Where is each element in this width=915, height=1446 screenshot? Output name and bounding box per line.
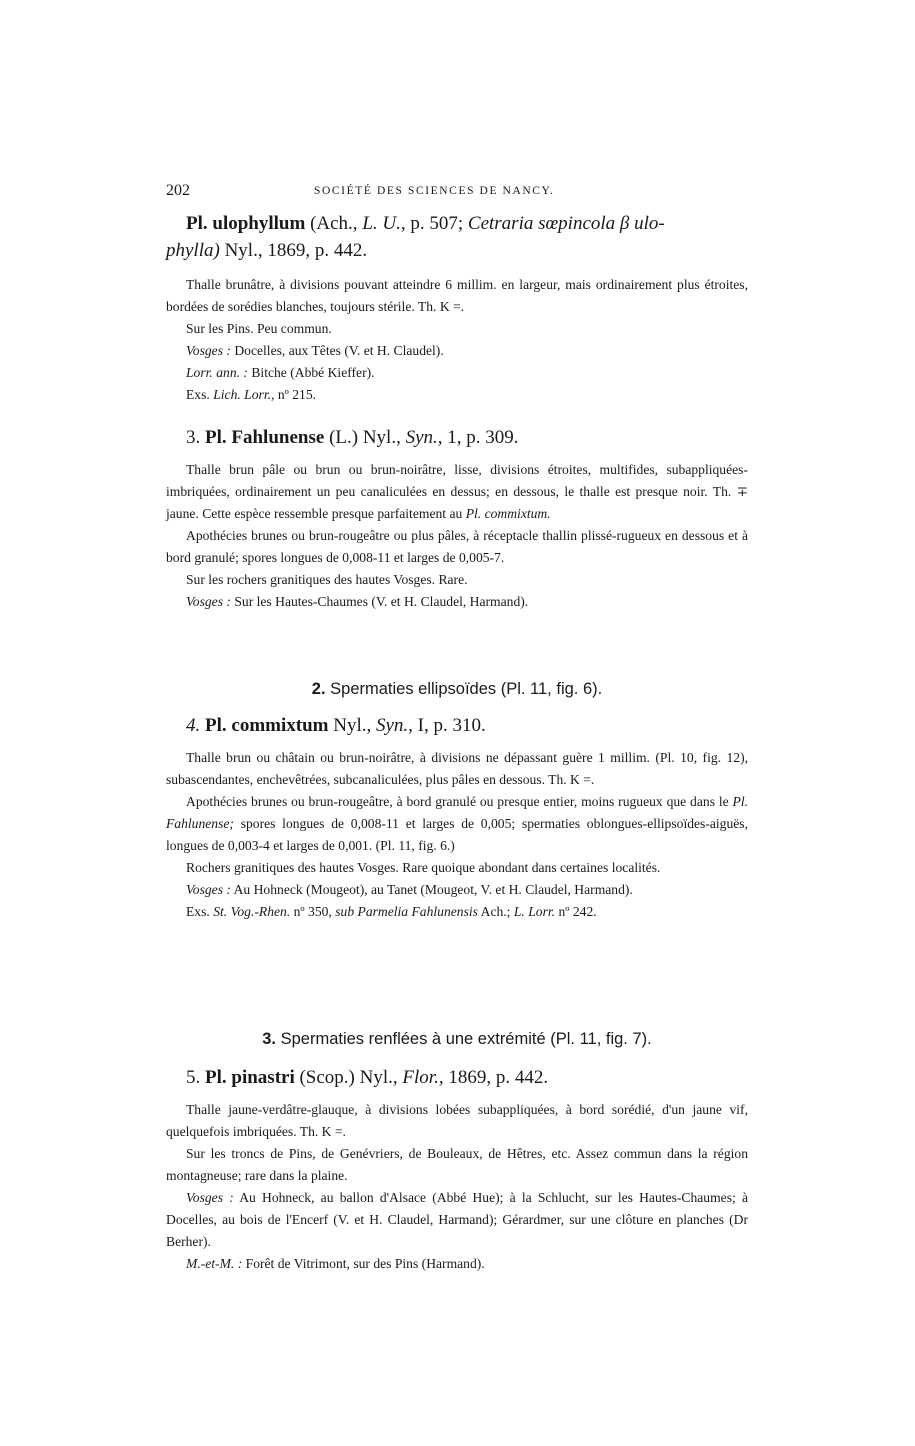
citation-page: I, p. 310.	[417, 715, 486, 736]
section-text: Spermaties ellipsoïdes (Pl. 11, fig. 6).	[330, 680, 603, 698]
citation-author: (L.) Nyl.,	[329, 427, 401, 448]
section-number: 2.	[311, 680, 326, 698]
species-ulophyllum	[166, 210, 748, 406]
description: Thalle jaune-verdâtre-glauque, à divisions lobées subappliquées, à bord sorédié, d'un jaune vif, quelquefois imbriquées. Th. K =.	[166, 1102, 748, 1139]
exs-number: nº 242.	[558, 904, 597, 919]
locality-text: Sur les Hautes-Chaumes (V. et H. Claudel, Harmand).	[234, 594, 529, 609]
exs-number: nº 215.	[277, 387, 317, 402]
species-fahlunense	[166, 424, 748, 613]
citation-page: p. 507;	[410, 213, 464, 234]
section-number: 3.	[262, 1030, 277, 1048]
locality-region: Vosges :	[186, 343, 231, 358]
description: Thalle brunâtre, à divisions pouvant atteindre 6 millim. en largeur, mais ordinairement plus étroites, bordées de sorédies blanches, toujours stérile. Th. K =.	[166, 277, 748, 314]
species-ref: Pl. commixtum.	[465, 506, 551, 521]
exs-work: St. Vog.-Rhen.	[213, 904, 291, 919]
citation-synonym: Cetraria sœpincola β ulo-	[467, 213, 665, 234]
locality	[166, 1253, 748, 1275]
locality	[166, 879, 748, 901]
running-title: SOCIÉTÉ DES SCIENCES DE NANCY.	[314, 185, 555, 197]
species-ref: Pl. Fahlunense;	[166, 794, 748, 831]
exs-prefix: Exs.	[186, 387, 210, 402]
locality-region: Lorr. ann. :	[186, 365, 248, 380]
page-number: 202	[166, 182, 190, 199]
locality-region: Vosges :	[186, 594, 231, 609]
exsiccata	[166, 901, 748, 923]
exs-work: Lich. Lorr.,	[213, 387, 275, 402]
description-text: spores longues de 0,008-11 et larges de 0,005; spermaties oblongues-ellipsoïdes-aiguës, longues de 0,003-4 et larges de 0,001. (Pl. 11, fig. 6.)	[166, 816, 748, 853]
exs-work: L. Lorr.	[513, 904, 556, 919]
species-commixtum	[166, 712, 748, 923]
section-text: Spermaties renflées à une extrémité (Pl. 11, fig. 7).	[280, 1030, 652, 1048]
citation-author: Nyl.,	[333, 715, 372, 736]
description-text: Apothécies brunes ou brun-rougeâtre, à bord granulé ou presque entier, moins rugueux que dans le	[186, 794, 729, 809]
locality-region: M.-et-M. :	[186, 1256, 243, 1271]
description: Thalle brun ou châtain ou brun-noirâtre, à divisions ne dépassant guère 1 millim. (Pl. 10, fig. 12), subascendantes, enchevêtrées, subcanaliculées, plus pâles en dessous. Th. K =.	[166, 750, 748, 787]
citation-work: L. U.,	[362, 213, 406, 234]
exsiccata	[166, 384, 748, 406]
locality	[166, 362, 748, 384]
page-header	[166, 182, 748, 206]
locality-text: Au Hohneck (Mougeot), au Tanet (Mougeot, V. et H. Claudel, Harmand).	[233, 882, 633, 897]
species-heading	[166, 424, 748, 451]
exs-prefix: Exs.	[186, 904, 210, 919]
habitat: Sur les Pins. Peu commun.	[186, 321, 332, 336]
section-heading	[166, 1030, 748, 1049]
species-pinastri	[166, 1064, 748, 1275]
exs-sub: sub Parmelia Fahlunensis	[335, 904, 478, 919]
species-name: Pl. ulophyllum	[186, 213, 306, 234]
description-apothecia: Apothécies brunes ou brun-rougeâtre ou plus pâles, à réceptacle thallin plissé-rugueux en dessous et à bord granulé; spores longues de 0,008-11 et larges de 0,005-7.	[166, 528, 748, 565]
species-number: 5.	[186, 1067, 201, 1088]
section-heading	[166, 680, 748, 699]
species-heading	[166, 1064, 748, 1091]
locality-region: Vosges :	[186, 882, 231, 897]
habitat: Sur les troncs de Pins, de Genévriers, de Bouleaux, de Hêtres, etc. Assez commun dans la région montagneuse; rare dans la plaine.	[166, 1146, 748, 1183]
locality	[166, 1187, 748, 1253]
locality-text: Forêt de Vitrimont, sur des Pins (Harmand).	[245, 1256, 485, 1271]
locality	[166, 340, 748, 362]
citation-author: (Scop.) Nyl.,	[299, 1067, 398, 1088]
locality-text: Au Hohneck, au ballon d'Alsace (Abbé Hue); à la Schlucht, sur les Hautes-Chaumes; à Docelles, au bois de l'Encerf (V. et H. Claudel, Harmand); Gérardmer, sur une clôture en planches (Dr Berher).	[166, 1190, 748, 1249]
habitat: Rochers granitiques des hautes Vosges. Rare quoique abondant dans certaines localités.	[186, 860, 661, 875]
species-name: Pl. Fahlunense	[205, 427, 325, 448]
citation-work: Flor.,	[402, 1067, 444, 1088]
species-number: 3.	[186, 427, 201, 448]
locality-region: Vosges :	[186, 1190, 234, 1205]
species-heading	[166, 712, 748, 739]
species-name: Pl. pinastri	[205, 1067, 295, 1088]
exs-number: nº 350,	[293, 904, 332, 919]
citation-author: (Ach.,	[310, 213, 358, 234]
citation-synonym-end: phylla)	[166, 240, 220, 261]
exs-author: Ach.;	[480, 904, 511, 919]
locality	[166, 591, 748, 613]
citation-work: Syn.,	[405, 427, 443, 448]
citation-page: 1869, p. 442.	[448, 1067, 549, 1088]
description-text: Thalle brun pâle ou brun ou brun-noirâtre, lisse, divisions étroites, multifides, subappliquées-imbriquées, ordinairement un peu canaliculées en dessus; en dessous, le thalle est presque noir. Th. ∓ jaune. Cette espèce ressemble presque parfaitement au	[166, 462, 748, 521]
species-heading	[166, 210, 748, 264]
locality-text: Docelles, aux Têtes (V. et H. Claudel).	[234, 343, 444, 358]
citation-work: Syn.,	[375, 715, 413, 736]
species-name: Pl. commixtum	[205, 715, 329, 736]
habitat: Sur les rochers granitiques des hautes Vosges. Rare.	[186, 572, 468, 587]
description	[166, 459, 748, 525]
description-apothecia	[166, 791, 748, 857]
citation-page: 1, p. 309.	[447, 427, 519, 448]
locality-text: Bitche (Abbé Kieffer).	[251, 365, 375, 380]
citation-nyl: Nyl., 1869, p. 442.	[224, 240, 368, 261]
species-number: 4.	[186, 715, 201, 736]
